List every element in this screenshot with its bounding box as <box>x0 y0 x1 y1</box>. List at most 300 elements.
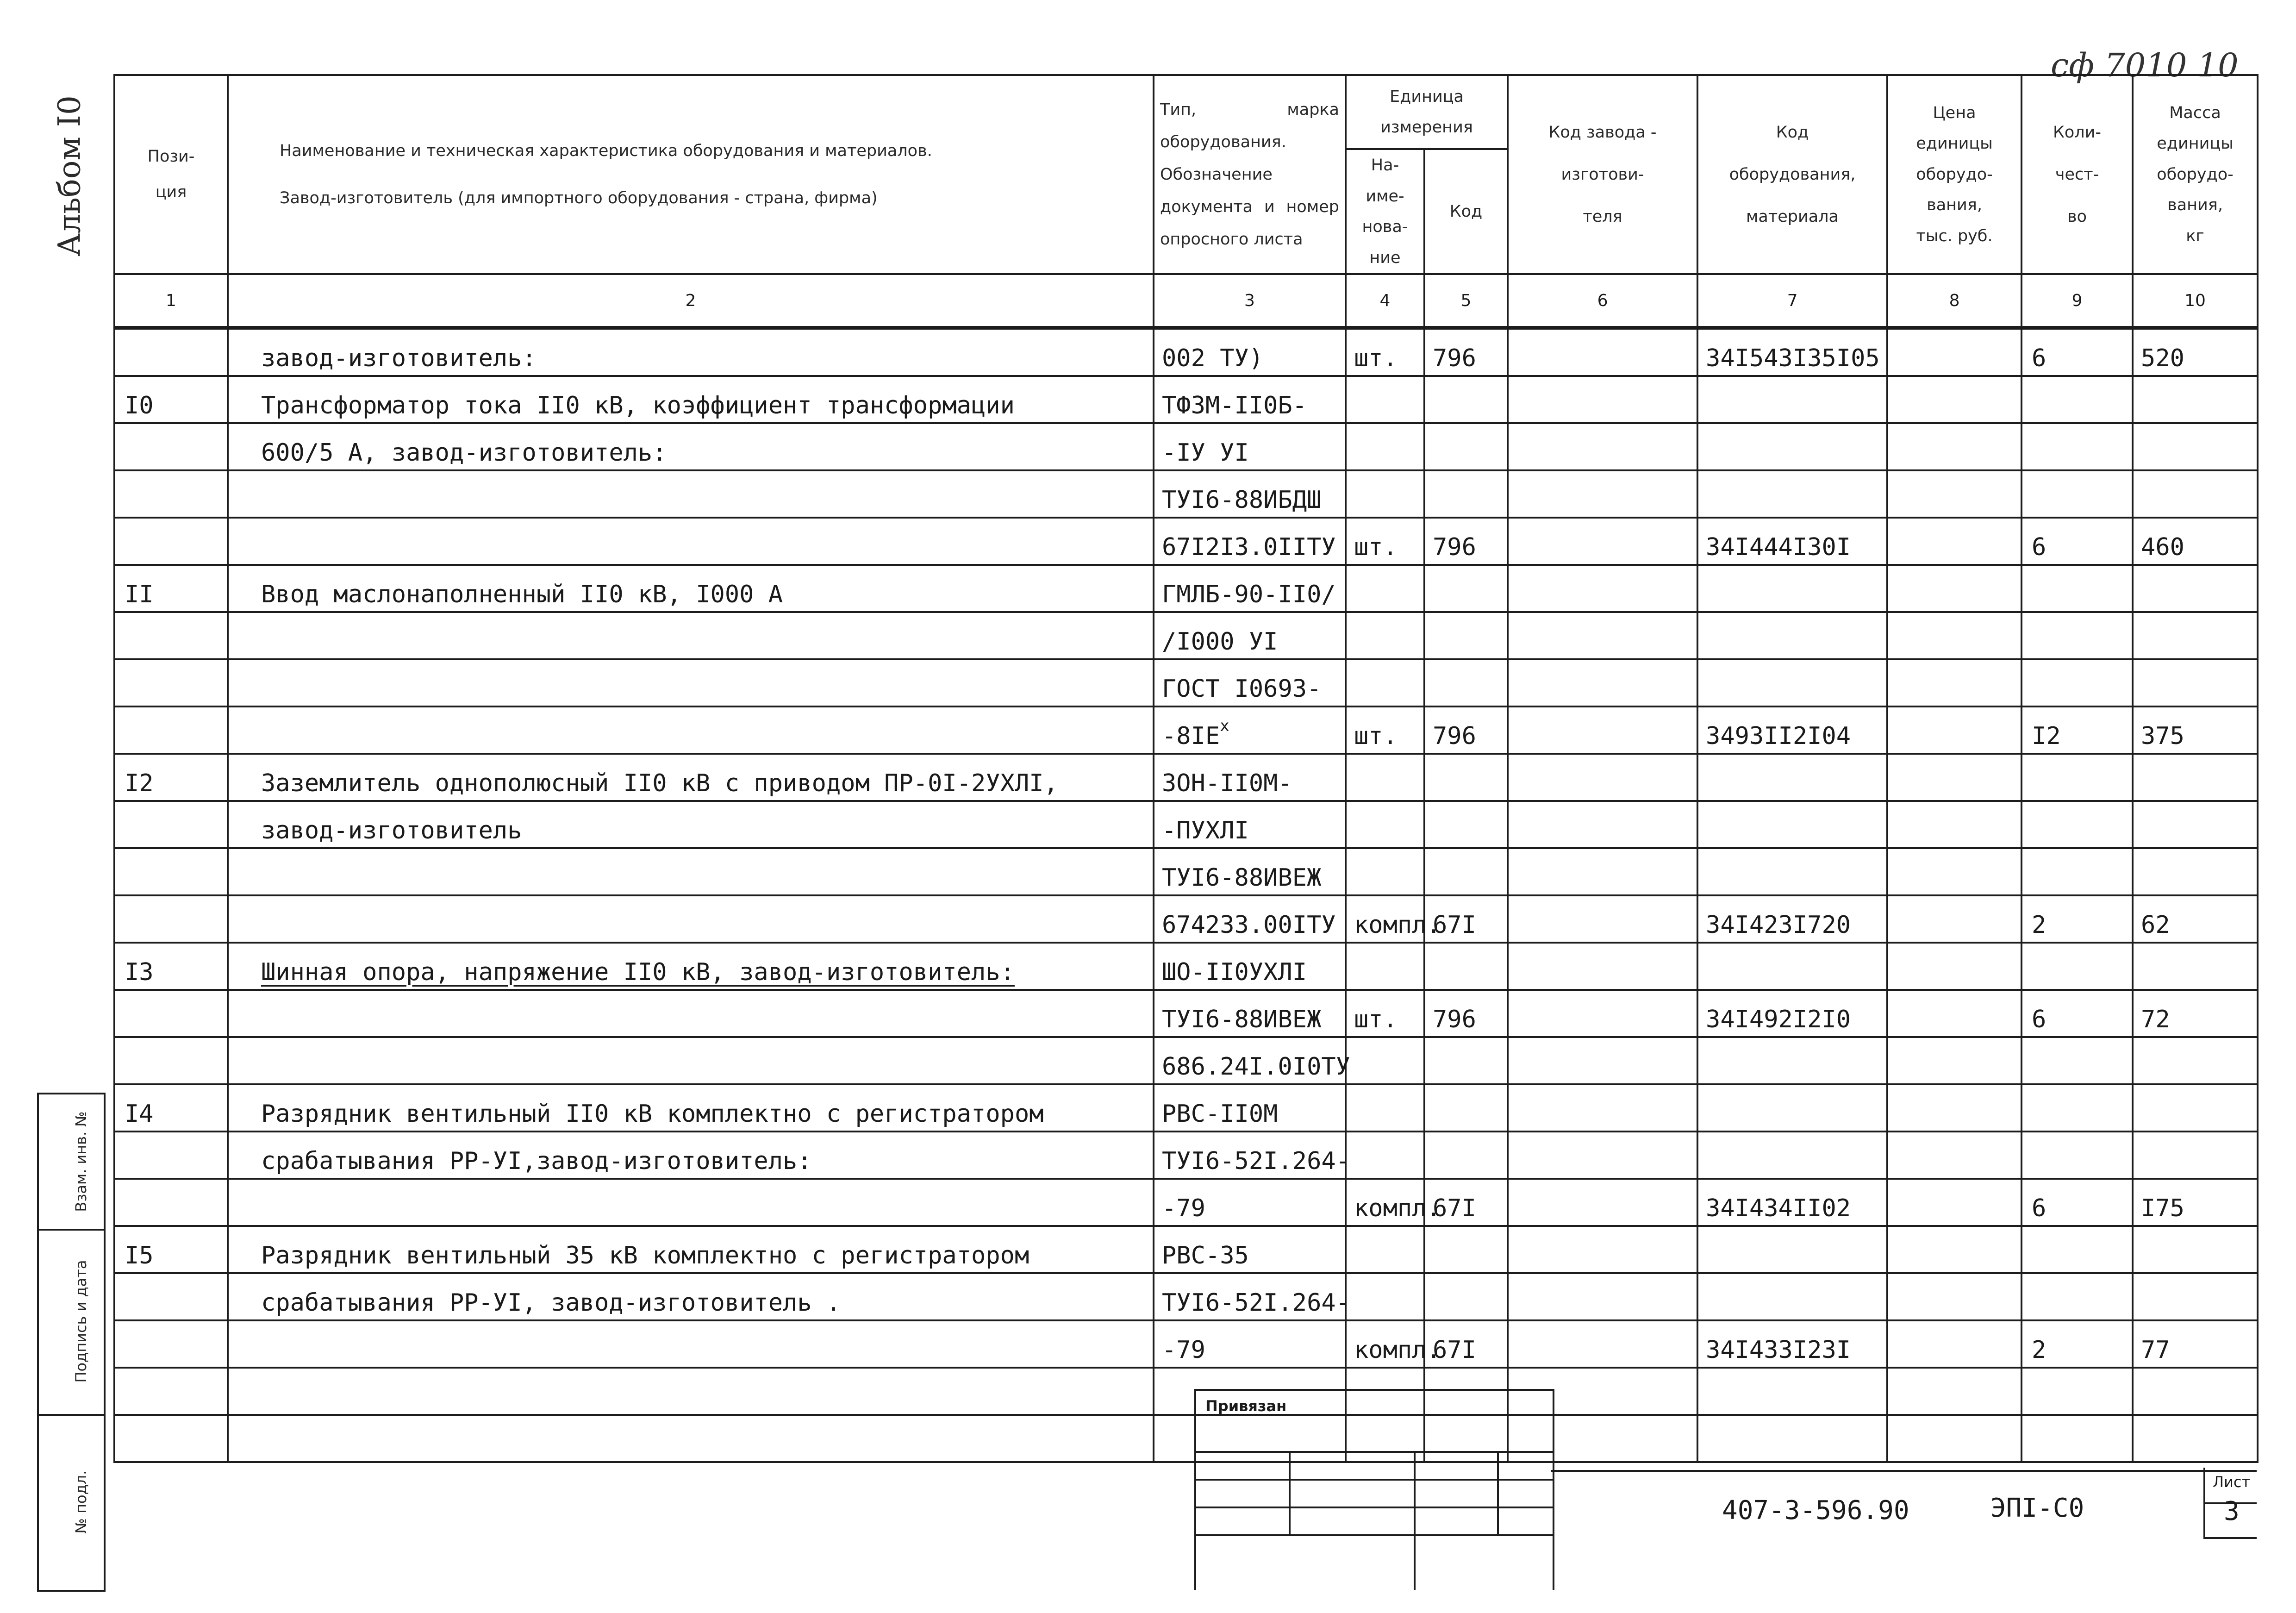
stamp-line <box>1196 1451 1553 1453</box>
plant-code-cell <box>1508 423 1697 470</box>
name-cell <box>228 1320 1154 1368</box>
side-label-sign: Подпись и дата <box>72 1260 90 1383</box>
type-cell: ГМЛБ-90-II0/ <box>1154 565 1346 612</box>
header-equipment-code <box>1697 75 1887 274</box>
stamp-line <box>1196 1534 1553 1536</box>
quantity-cell <box>2021 612 2133 659</box>
table-row <box>114 943 2258 990</box>
mass-cell <box>2133 1084 2258 1132</box>
quantity-cell <box>2021 754 2133 801</box>
stamp-line <box>1497 1451 1499 1534</box>
plant-code-cell <box>1508 1273 1697 1320</box>
unit-name-cell: шт. <box>1346 328 1424 376</box>
table-row <box>114 801 2258 848</box>
column-number: 8 <box>1887 274 2021 328</box>
type-cell: РВС-35 <box>1154 1226 1346 1273</box>
equipment-code-cell <box>1697 659 1887 706</box>
type-cell: -ПУХЛI <box>1154 801 1346 848</box>
mass-cell <box>2133 1368 2258 1415</box>
name-cell <box>228 706 1154 754</box>
mass-cell <box>2133 612 2258 659</box>
plant-code-cell <box>1508 848 1697 895</box>
price-cell <box>1887 1415 2021 1462</box>
position-cell: II <box>114 565 228 612</box>
table-row <box>114 706 2258 754</box>
column-number-row <box>114 274 2258 328</box>
column-number: 9 <box>2021 274 2133 328</box>
unit-code-cell <box>1424 612 1508 659</box>
sheet-label: Лист <box>2213 1473 2251 1491</box>
side-cell-sign <box>39 1229 104 1416</box>
header-mass <box>2133 75 2258 274</box>
stamp-grid <box>1196 1451 1553 1590</box>
equipment-code-cell <box>1697 848 1887 895</box>
name-cell: срабатывания РР-УI,завод-изготовитель: <box>228 1132 1154 1179</box>
equipment-code-cell: 34I434II02 <box>1697 1179 1887 1226</box>
plant-code-cell <box>1508 565 1697 612</box>
equipment-code-cell: 34I543I35I05 <box>1697 328 1887 376</box>
unit-code-cell <box>1424 754 1508 801</box>
equipment-code-cell <box>1697 1226 1887 1273</box>
header-mass-text: Масса единицы оборудо- вания, кг <box>2157 103 2234 245</box>
album-label <box>42 93 97 259</box>
mass-cell: 62 <box>2133 895 2258 943</box>
unit-name-cell: компл. <box>1346 1179 1424 1226</box>
header-unit-name-text: На- име- нова- ние <box>1362 156 1408 267</box>
position-cell <box>114 1368 228 1415</box>
mass-cell <box>2133 470 2258 518</box>
equipment-code-cell: 34I492I2I0 <box>1697 990 1887 1037</box>
position-cell <box>114 895 228 943</box>
header-price-text: Цена единицы оборудо- вания, тыс. руб. <box>1916 103 1993 245</box>
side-cell-orig <box>39 1414 104 1590</box>
quantity-cell <box>2021 659 2133 706</box>
price-cell <box>1887 423 2021 470</box>
unit-name-cell <box>1346 943 1424 990</box>
mass-cell: 72 <box>2133 990 2258 1037</box>
mass-cell: 77 <box>2133 1320 2258 1368</box>
mass-cell: 520 <box>2133 328 2258 376</box>
unit-code-cell <box>1424 1132 1508 1179</box>
type-cell: ТУI6-52I.264- <box>1154 1132 1346 1179</box>
mass-cell <box>2133 659 2258 706</box>
name-cell <box>228 470 1154 518</box>
type-cell: ТУI6-88ИВЕЖ <box>1154 848 1346 895</box>
type-cell: -79 <box>1154 1320 1346 1368</box>
position-cell <box>114 1415 228 1462</box>
header-plant-code-text: Код завода - изготови- теля <box>1548 123 1657 226</box>
plant-code-cell <box>1508 895 1697 943</box>
position-cell <box>114 612 228 659</box>
table-row <box>114 518 2258 565</box>
name-cell <box>228 612 1154 659</box>
table-row <box>114 565 2258 612</box>
header-type <box>1154 75 1346 274</box>
name-cell <box>228 1368 1154 1415</box>
unit-code-cell <box>1424 659 1508 706</box>
unit-name-cell: шт. <box>1346 706 1424 754</box>
plant-code-cell <box>1508 754 1697 801</box>
position-cell <box>114 1320 228 1368</box>
name-cell: завод-изготовитель: <box>228 328 1154 376</box>
equipment-code-cell <box>1697 1037 1887 1084</box>
table-row <box>114 1415 2258 1462</box>
mass-cell <box>2133 801 2258 848</box>
quantity-cell <box>2021 565 2133 612</box>
type-cell: ТУI6-88ИБДШ <box>1154 470 1346 518</box>
stamp-line <box>1289 1451 1291 1534</box>
header-equipment-code-text: Код оборудования, материала <box>1729 123 1856 226</box>
header-quantity-text: Коли- чест- во <box>2053 123 2102 226</box>
equipment-code-cell <box>1697 423 1887 470</box>
mass-cell <box>2133 754 2258 801</box>
equipment-code-cell <box>1697 801 1887 848</box>
equipment-code-cell <box>1697 1273 1887 1320</box>
table-row <box>114 1368 2258 1415</box>
table-row <box>114 1084 2258 1132</box>
type-cell: -IУ УI <box>1154 423 1346 470</box>
type-cell: -79 <box>1154 1179 1346 1226</box>
price-cell <box>1887 470 2021 518</box>
unit-name-cell <box>1346 1084 1424 1132</box>
price-cell <box>1887 1226 2021 1273</box>
name-cell <box>228 1037 1154 1084</box>
type-cell: ГОСТ I0693- <box>1154 659 1346 706</box>
equipment-code-cell <box>1697 470 1887 518</box>
equipment-code-cell <box>1697 1084 1887 1132</box>
quantity-cell <box>2021 1084 2133 1132</box>
quantity-cell <box>2021 1037 2133 1084</box>
name-cell: 600/5 А, завод-изготовитель: <box>228 423 1154 470</box>
position-cell <box>114 1037 228 1084</box>
unit-code-cell <box>1424 470 1508 518</box>
header-unit-name <box>1346 149 1424 274</box>
price-cell <box>1887 895 2021 943</box>
plant-code-cell <box>1508 706 1697 754</box>
unit-code-cell <box>1424 1084 1508 1132</box>
price-cell <box>1887 659 2021 706</box>
quantity-cell <box>2021 1226 2133 1273</box>
quantity-cell <box>2021 1368 2133 1415</box>
header-type-text: Тип, марка оборудования. Обозначение документа и номер опросного листа <box>1160 100 1339 249</box>
unit-code-cell: 67I <box>1424 1179 1508 1226</box>
equipment-code-cell <box>1697 565 1887 612</box>
type-cell: РВС-II0М <box>1154 1084 1346 1132</box>
name-cell <box>228 990 1154 1037</box>
stamp-line <box>1196 1479 1553 1481</box>
name-cell: Шинная опора, напряжение II0 кВ, завод-изготовитель: <box>228 943 1154 990</box>
column-number: 2 <box>228 274 1154 328</box>
position-cell: I5 <box>114 1226 228 1273</box>
quantity-cell: 2 <box>2021 895 2133 943</box>
price-cell <box>1887 706 2021 754</box>
type-cell: ТУI6-52I.264- <box>1154 1273 1346 1320</box>
type-cell: ТУI6-88ИВЕЖ <box>1154 990 1346 1037</box>
price-cell <box>1887 801 2021 848</box>
position-cell <box>114 801 228 848</box>
header-price <box>1887 75 2021 274</box>
unit-name-cell <box>1346 423 1424 470</box>
unit-code-cell <box>1424 423 1508 470</box>
equipment-code-cell <box>1697 1415 1887 1462</box>
header-unit-code <box>1424 149 1508 274</box>
type-cell: 686.24I.0I0ТУ <box>1154 1037 1346 1084</box>
price-cell <box>1887 518 2021 565</box>
table-row <box>114 423 2258 470</box>
equipment-code-cell <box>1697 376 1887 423</box>
table-row <box>114 1226 2258 1273</box>
table-row <box>114 848 2258 895</box>
quantity-cell: 6 <box>2021 328 2133 376</box>
unit-code-cell: 796 <box>1424 990 1508 1037</box>
side-label-inv: Взам. инв. № <box>72 1111 90 1212</box>
quantity-cell <box>2021 801 2133 848</box>
quantity-cell: 2 <box>2021 1320 2133 1368</box>
position-cell <box>114 423 228 470</box>
equipment-code-cell <box>1697 754 1887 801</box>
position-cell: I0 <box>114 376 228 423</box>
stamp-title: Привязан <box>1205 1397 1287 1415</box>
mass-cell <box>2133 1226 2258 1273</box>
name-cell: срабатывания РР-УI, завод-изготовитель . <box>228 1273 1154 1320</box>
unit-name-cell <box>1346 801 1424 848</box>
unit-code-cell <box>1424 565 1508 612</box>
unit-name-cell <box>1346 612 1424 659</box>
name-cell: завод-изготовитель <box>228 801 1154 848</box>
position-cell <box>114 990 228 1037</box>
price-cell <box>1887 848 2021 895</box>
equipment-code-cell: 34I423I720 <box>1697 895 1887 943</box>
quantity-cell <box>2021 1273 2133 1320</box>
plant-code-cell <box>1508 801 1697 848</box>
column-number: 10 <box>2133 274 2258 328</box>
unit-name-cell <box>1346 1273 1424 1320</box>
unit-name-cell: компл. <box>1346 895 1424 943</box>
specification-table <box>113 74 2259 1463</box>
quantity-cell <box>2021 1415 2133 1462</box>
column-number: 1 <box>114 274 228 328</box>
price-cell <box>1887 1273 2021 1320</box>
stamp-line <box>1196 1507 1553 1508</box>
quantity-cell: 6 <box>2021 1179 2133 1226</box>
column-number: 6 <box>1508 274 1697 328</box>
mass-cell <box>2133 376 2258 423</box>
position-cell <box>114 1273 228 1320</box>
equipment-code-cell <box>1697 1132 1887 1179</box>
position-cell: I4 <box>114 1084 228 1132</box>
equipment-code-cell: 34I444I30I <box>1697 518 1887 565</box>
column-number: 5 <box>1424 274 1508 328</box>
plant-code-cell <box>1508 943 1697 990</box>
unit-code-cell <box>1424 376 1508 423</box>
plant-code-cell <box>1508 376 1697 423</box>
side-label-orig: № подл. <box>72 1470 90 1534</box>
unit-code-cell <box>1424 1226 1508 1273</box>
name-cell: Разрядник вентильный 35 кВ комплектно с регистратором <box>228 1226 1154 1273</box>
table-row <box>114 895 2258 943</box>
stamp-line <box>1414 1451 1416 1590</box>
quantity-cell <box>2021 1132 2133 1179</box>
mass-cell <box>2133 943 2258 990</box>
price-cell <box>1887 754 2021 801</box>
name-cell: Заземлитель однополюсный II0 кВ с приводом ПР-0I-2УХЛI, <box>228 754 1154 801</box>
header-unit-text: Единица измерения <box>1380 87 1473 137</box>
header-unit <box>1346 75 1508 149</box>
table-row <box>114 754 2258 801</box>
table-row <box>114 1132 2258 1179</box>
unit-name-cell <box>1346 565 1424 612</box>
table-row <box>114 659 2258 706</box>
quantity-cell: I2 <box>2021 706 2133 754</box>
position-cell <box>114 659 228 706</box>
equipment-code-cell <box>1697 612 1887 659</box>
table-row <box>114 990 2258 1037</box>
title-block-line <box>1551 1470 2257 1472</box>
mass-cell <box>2133 848 2258 895</box>
unit-code-cell <box>1424 1273 1508 1320</box>
mass-cell: I75 <box>2133 1179 2258 1226</box>
unit-name-cell <box>1346 848 1424 895</box>
mass-cell <box>2133 565 2258 612</box>
column-number: 3 <box>1154 274 1346 328</box>
name-cell <box>228 895 1154 943</box>
price-cell <box>1887 1179 2021 1226</box>
superscript-mark: х <box>1220 717 1229 735</box>
mass-cell <box>2133 1132 2258 1179</box>
type-cell: ТФЗМ-II0Б- <box>1154 376 1346 423</box>
header-name-line2: Завод-изготовитель (для импортного оборудования - страна, фирма) <box>280 189 878 207</box>
document-code: 407-3-596.90 <box>1722 1495 1909 1525</box>
sheet-number: 3 <box>2224 1496 2240 1526</box>
price-cell <box>1887 1320 2021 1368</box>
name-cell <box>228 1179 1154 1226</box>
equipment-code-cell <box>1697 1368 1887 1415</box>
equipment-code-cell <box>1697 943 1887 990</box>
header-position <box>114 75 228 274</box>
type-cell: 002 ТУ) <box>1154 328 1346 376</box>
table-row <box>114 1179 2258 1226</box>
table-row <box>114 1273 2258 1320</box>
position-cell <box>114 470 228 518</box>
mass-cell <box>2133 1273 2258 1320</box>
unit-code-cell: 67I <box>1424 1320 1508 1368</box>
price-cell <box>1887 1368 2021 1415</box>
header-position-text: Пози- ция <box>147 147 195 201</box>
quantity-cell: 6 <box>2021 518 2133 565</box>
unit-name-cell <box>1346 659 1424 706</box>
unit-code-cell: 796 <box>1424 518 1508 565</box>
table-row <box>114 1320 2258 1368</box>
quantity-cell <box>2021 943 2133 990</box>
mass-cell: 460 <box>2133 518 2258 565</box>
mass-cell: 375 <box>2133 706 2258 754</box>
table-row <box>114 328 2258 376</box>
position-cell <box>114 1132 228 1179</box>
unit-name-cell <box>1346 1226 1424 1273</box>
quantity-cell <box>2021 470 2133 518</box>
position-cell <box>114 706 228 754</box>
plant-code-cell <box>1508 1132 1697 1179</box>
plant-code-cell <box>1508 470 1697 518</box>
type-cell: $-8IЕ^х$ <box>1154 706 1346 754</box>
unit-code-cell <box>1424 1037 1508 1084</box>
name-cell <box>228 1415 1154 1462</box>
name-cell <box>228 659 1154 706</box>
unit-code-cell: 796 <box>1424 706 1508 754</box>
unit-name-cell <box>1346 376 1424 423</box>
mass-cell <box>2133 423 2258 470</box>
unit-code-cell <box>1424 848 1508 895</box>
plant-code-cell <box>1508 1320 1697 1368</box>
unit-name-cell <box>1346 754 1424 801</box>
unit-code-cell: 67I <box>1424 895 1508 943</box>
price-cell <box>1887 328 2021 376</box>
specification-rows <box>114 328 2258 1462</box>
price-cell <box>1887 1084 2021 1132</box>
table-row <box>114 470 2258 518</box>
quantity-cell <box>2021 376 2133 423</box>
type-cell: 674233.00IТУ <box>1154 895 1346 943</box>
mass-cell <box>2133 1415 2258 1462</box>
mass-cell <box>2133 1037 2258 1084</box>
position-cell <box>114 518 228 565</box>
album-label-text: Альбом I0 <box>51 95 87 256</box>
type-cell: 67I2I3.0IIТУ <box>1154 518 1346 565</box>
plant-code-cell <box>1508 990 1697 1037</box>
type-cell: /I000 УI <box>1154 612 1346 659</box>
type-cell: ШО-II0УХЛI <box>1154 943 1346 990</box>
header-plant-code <box>1508 75 1697 274</box>
table-row <box>114 612 2258 659</box>
column-number: 7 <box>1697 274 1887 328</box>
position-cell: I2 <box>114 754 228 801</box>
sheet-box <box>2203 1468 2256 1537</box>
header-name <box>228 75 1154 274</box>
unit-code-cell: 796 <box>1424 328 1508 376</box>
header-name-line1: Наименование и техническая характеристика оборудования и материалов. <box>280 141 932 160</box>
price-cell <box>1887 565 2021 612</box>
name-cell: Ввод маслонаполненный II0 кВ, I000 А <box>228 565 1154 612</box>
price-cell <box>1887 990 2021 1037</box>
unit-name-cell <box>1346 470 1424 518</box>
table-row <box>114 1037 2258 1084</box>
document-section: ЭПI-С0 <box>1990 1493 2084 1523</box>
price-cell <box>1887 376 2021 423</box>
name-cell <box>228 518 1154 565</box>
plant-code-cell <box>1508 1084 1697 1132</box>
price-cell <box>1887 1132 2021 1179</box>
unit-code-cell <box>1424 801 1508 848</box>
quantity-cell <box>2021 423 2133 470</box>
unit-name-cell: шт. <box>1346 990 1424 1037</box>
position-cell <box>114 848 228 895</box>
plant-code-cell <box>1508 1226 1697 1273</box>
side-cell-inv <box>39 1094 104 1231</box>
unit-name-cell: компл. <box>1346 1320 1424 1368</box>
position-cell: I3 <box>114 943 228 990</box>
equipment-code-cell: 3493II2I04 <box>1697 706 1887 754</box>
quantity-cell: 6 <box>2021 990 2133 1037</box>
unit-name-cell: шт. <box>1346 518 1424 565</box>
quantity-cell <box>2021 848 2133 895</box>
price-cell <box>1887 1037 2021 1084</box>
plant-code-cell <box>1508 612 1697 659</box>
side-approval-block <box>37 1093 106 1592</box>
type-cell: ЗОН-II0М- <box>1154 754 1346 801</box>
price-cell <box>1887 943 2021 990</box>
header-quantity <box>2021 75 2133 274</box>
position-cell <box>114 328 228 376</box>
